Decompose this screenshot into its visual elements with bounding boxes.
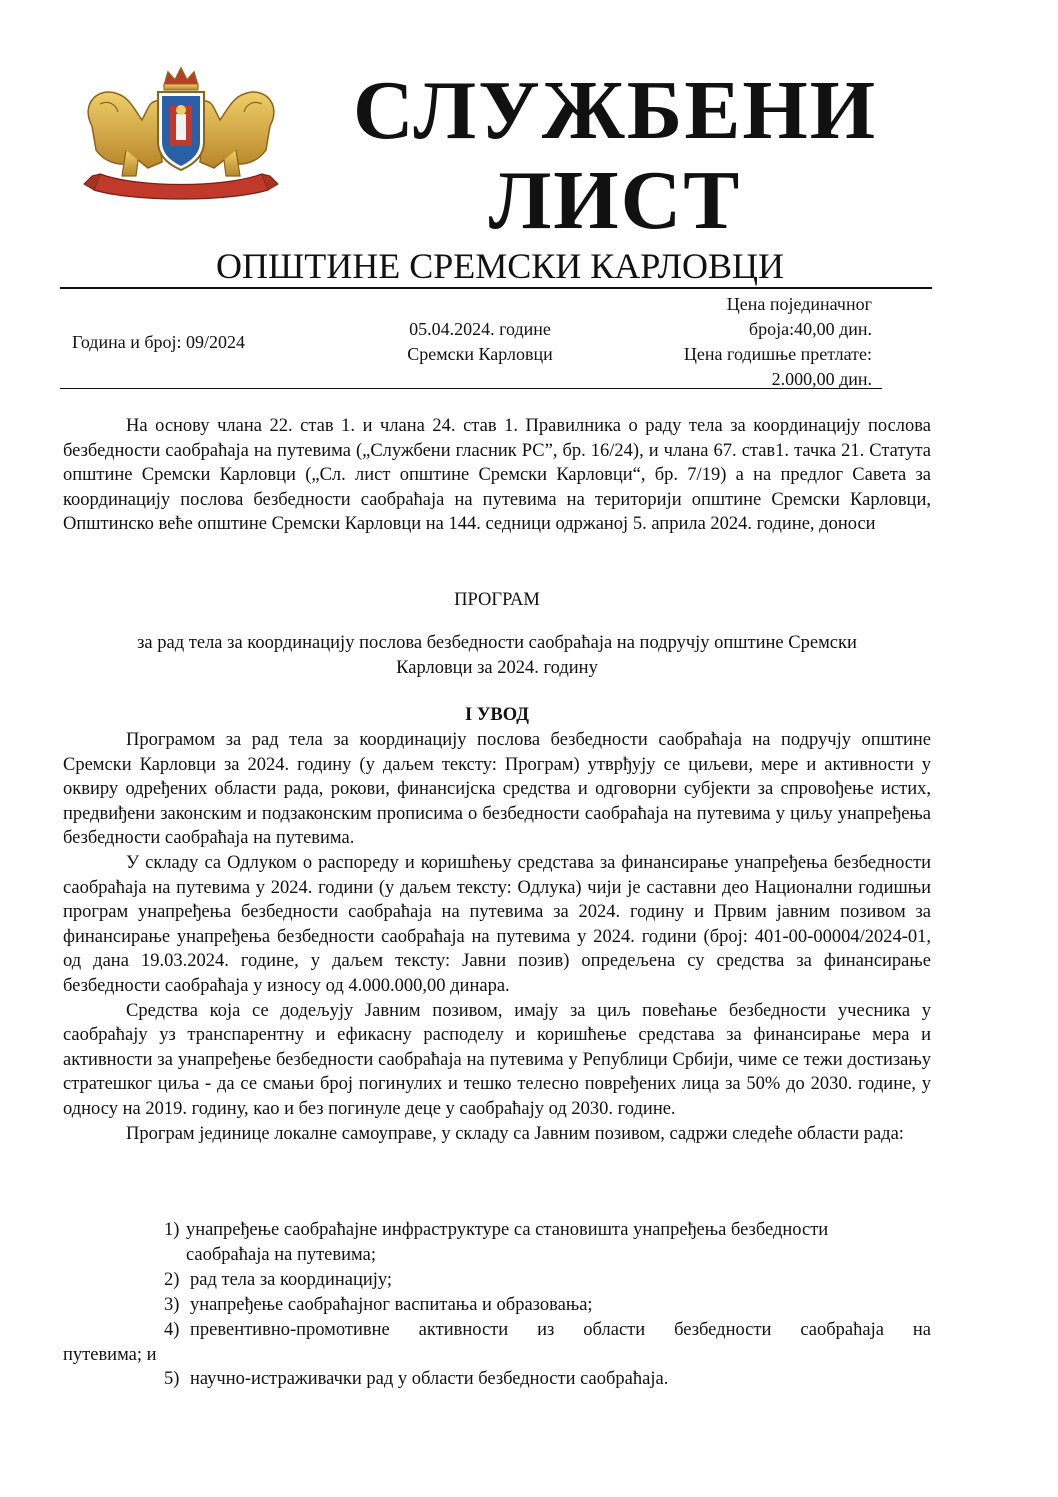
document-subtitle-block — [63, 631, 931, 680]
coat-of-arms-icon — [78, 64, 284, 200]
list-item-1-line2: саобраћаја на путевима; — [186, 1245, 376, 1265]
masthead-subtitle: ОПШТИНЕ СРЕМСКИ КАРЛОВЦИ — [215, 246, 785, 286]
list-item-4-line1: превентивно-промотивне активности из области безбедности саобраћаја на — [190, 1320, 931, 1340]
price-single-value: броја:40,00 дин. — [748, 319, 872, 339]
document-title: ПРОГРАМ — [454, 590, 540, 610]
list-item-3: унапређење саобраћајног васпитања и образовања; — [190, 1295, 593, 1315]
price-annual-value: 2.000,00 дин. — [771, 369, 872, 389]
masthead-title: СЛУЖБЕНИ — [352, 64, 878, 157]
price-block — [610, 292, 872, 392]
section-heading: I УВОД — [465, 705, 529, 725]
masthead-title-2: ЛИСТ — [488, 154, 742, 247]
list-number-1: 1) — [164, 1220, 180, 1240]
header-divider — [60, 287, 932, 289]
price-annual-label: Цена годишње претлате: — [683, 344, 872, 364]
issue-place: Сремски Карловци — [407, 344, 553, 364]
issue-date: 05.04.2024. године — [409, 319, 551, 339]
paragraph-1: Програмом за рад тела за координацију послова безбедности саобраћаја на подручју општине Сремски Карловци за 2024. годину (у даљем тексту: Програм) утврђују се циљеви, мере и активности у оквиру одређених области рада, рокови, финансијска средства и одговорни субјекти за спровођење истих, предвиђени законским и подзаконским прописима о безбедности саобраћаја на путевима у циљу унапређења безбедности саобраћаја на путевима. — [63, 730, 931, 849]
issue-date-place — [380, 317, 580, 367]
document-subtitle-line2: Карловци за 2024. годину — [396, 657, 598, 678]
list-number-5: 5) — [164, 1369, 180, 1389]
intro-paragraphs — [63, 728, 931, 1146]
list-item-1-line1: унапређење саобраћајне инфраструктуре са становишта унапређења безбедности — [186, 1220, 829, 1240]
paragraph-2: У складу са Одлуком о распореду и коришћењу средстава за финансирање унапређења безбедности саобраћаја на путевима у 2024. години (у даљем тексту: Одлука) чији је саставни део Национални годишњи програм унапређења безбедности саобраћаја на путевима за 2024. годину и Првим јавним позивом за финансирање унапређења безбедности саобраћаја на путевима у 2024. години (број: 401-00-00004/2024-01, од дана 19.03.2024. године, у даљем тексту: Јавни позив) опредељена су средства за финансирање безбедности саобраћаја у износу од 4.000.000,00 динара. — [63, 852, 931, 996]
paragraph-3: Средства која се додељују Јавним позивом, имају за циљ повећање безбедности учесника у саобраћају уз транспарентну и ефикасну расподелу и коришћење средстава за финансирање мера и активности за унапређење безбедности саобраћаја на путевима у Републици Србији, чиме се тежи достизању стратешког циља - да се смањи број погинулих и тешко телесно повређених лица за 50% до 2030. године, у односу на 2019. годину, као и без погинуле деце у саобраћају од 2030. године. — [63, 1000, 931, 1119]
list-number-4: 4) — [164, 1320, 180, 1340]
issue-number: Година и број: 09/2024 — [72, 332, 246, 352]
header-bottom-divider — [60, 388, 882, 389]
document-title-block — [63, 588, 931, 613]
paragraph-4: Програм јединице локалне самоуправе, у складу са Јавним позивом, садржи следеће области рада: — [126, 1123, 904, 1144]
preamble-block — [63, 414, 931, 537]
list-item-4-line2: путевима; и — [63, 1345, 157, 1365]
document-subtitle-line1: за рад тела за координацију послова безбедности саобраћаја на подручју општине Сремски — [137, 633, 857, 653]
list-item-2: рад тела за координацију; — [190, 1270, 393, 1290]
preamble-paragraph: На основу члана 22. став 1. и члана 24. став 1. Правилника о раду тела за координацију послова безбедности саобраћаја на путевима („Службени гласник РС”, бр. 16/24), и члана 67. став1. тачка 21. Статута општине Сремски Карловци („Сл. лист општине Сремски Карловци“, бр. 7/19) а на предлог Савета за координацију послова безбедности саобраћаја на путевима на територији општине Сремски Карловци, Општинско веће општине Сремски Карловци на 144. седници одржаној 5. априла 2024. године, доноси — [63, 416, 931, 535]
price-single-label: Цена појединачног — [726, 294, 872, 314]
section-heading-block — [63, 703, 931, 728]
list-number-3: 3) — [164, 1295, 180, 1315]
list-item-5: научно-истраживачки рад у области безбедности саобраћаја. — [190, 1369, 669, 1389]
list-number-2: 2) — [164, 1270, 180, 1290]
